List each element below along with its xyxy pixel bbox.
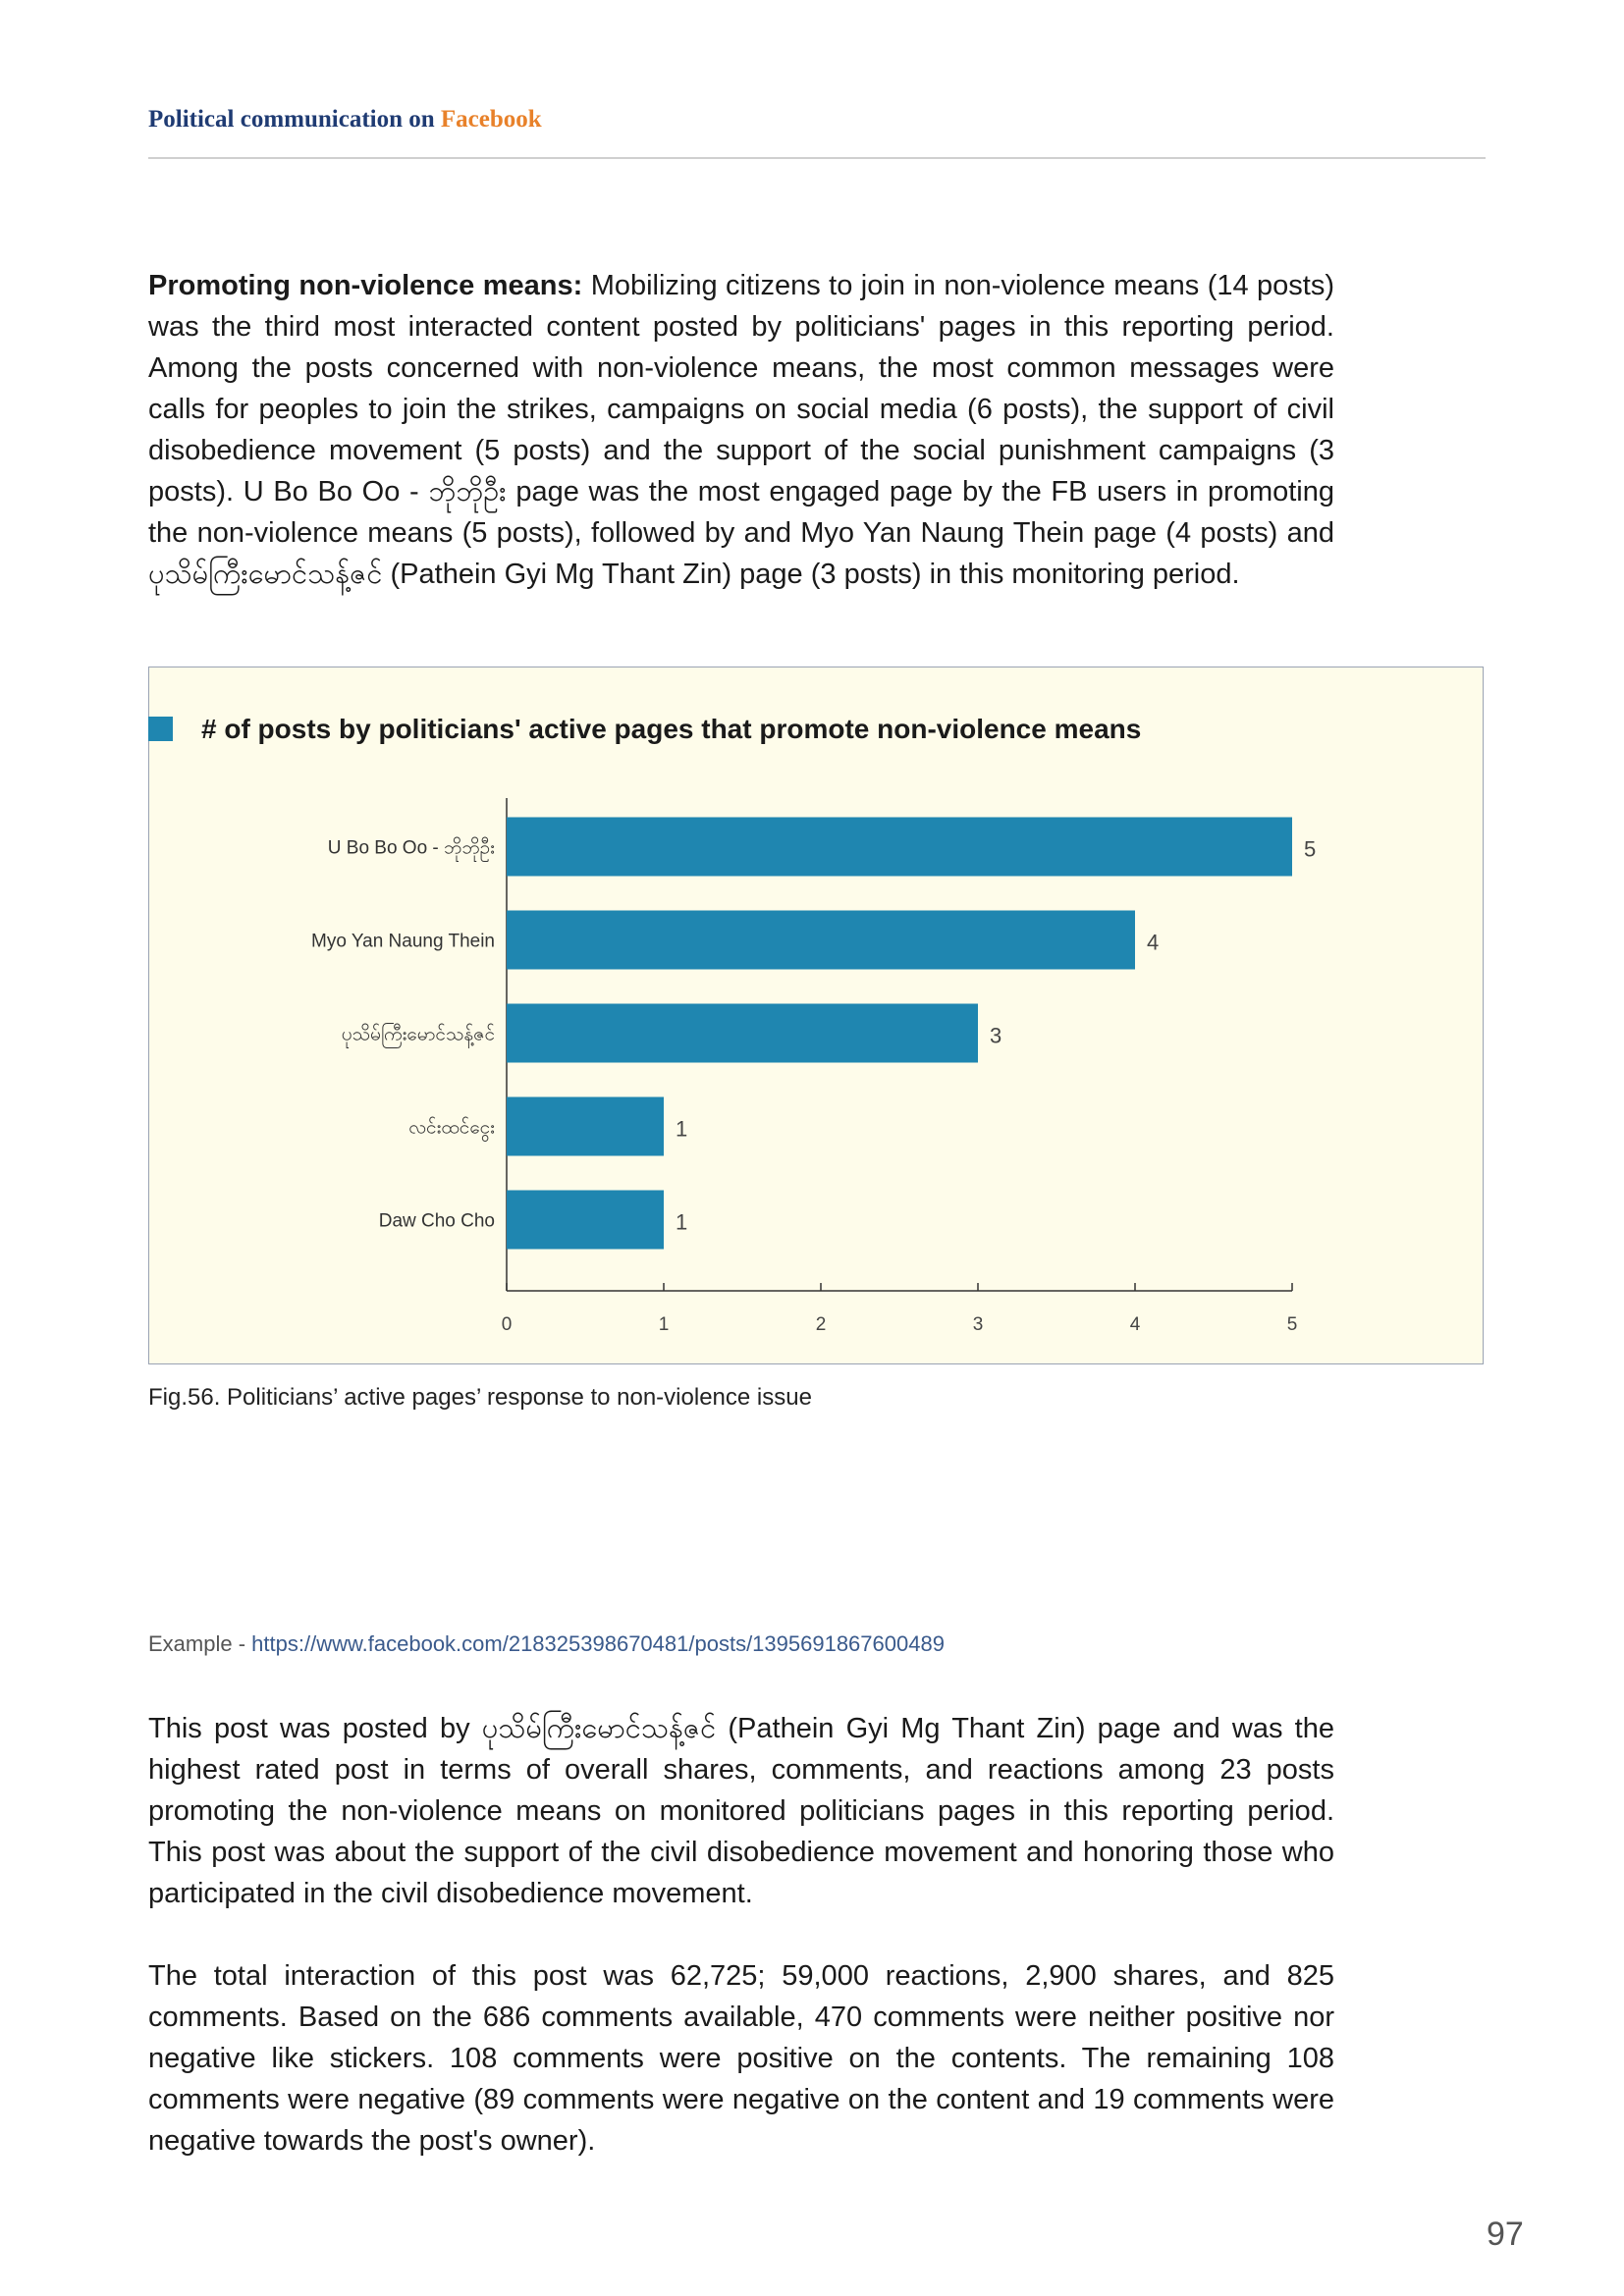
chart-title: # of posts by politicians' active pages that promote non-violence means	[201, 714, 1142, 744]
example-link[interactable]: https://www.facebook.com/218325398670481/posts/1395691867600489	[251, 1631, 945, 1656]
bar	[507, 911, 1135, 970]
x-tick-label: 0	[501, 1314, 513, 1335]
figure-caption: Fig.56. Politicians’ active pages’ response to non-violence issue	[148, 1384, 812, 1411]
bar	[507, 1004, 978, 1063]
header-title: Political communication on	[148, 106, 435, 133]
page-number: 97	[1487, 2216, 1524, 2253]
category-label: ပုသိမ်ကြီးမောင်သန့်ဇင်	[341, 1024, 495, 1045]
x-tick-label: 5	[1286, 1314, 1298, 1335]
body-paragraph-2: The total interaction of this post was 62,725; 59,000 reactions, 2,900 shares, and 825 comments. Based on the 686 comments available, 470 comments were neither positive nor negative like stickers. 108 comments were positive on the contents. The remaining 108 comments were negative (89 comments were negative on the content and 19 comments were negative towards the post's owner).	[148, 1960, 1334, 2157]
x-tick-label: 4	[1129, 1314, 1141, 1335]
x-tick-label: 1	[658, 1314, 670, 1335]
category-label: U Bo Bo Oo - ဘိုဘိုဦး	[327, 837, 495, 859]
intro-text: Mobilizing citizens to join in non-violence means (14 posts) was the third most interacted content posted by politicians' pages in this reporting period. Among the posts concerned with non-violence means, the most common messages were calls for peoples to join the strikes, campaigns on social media (6 posts), the support of civil disobedience movement (5 posts) and the support of the social punishment campaigns (3 posts). U Bo Bo Oo - ဘိုဘိုဦး page was the most engaged page by the FB users in promoting the non-violence means (5 posts), followed by and Myo Yan Naung Thein page (4 posts) and ပုသိမ်ကြီးမောင်သန့်ဇင် (Pathein Gyi Mg Thant Zin) page (3 posts) in this monitoring period.	[148, 270, 1335, 590]
x-tick-label: 3	[972, 1314, 984, 1335]
intro-lead: Promoting non-violence means:	[148, 270, 583, 301]
category-label: Daw Cho Cho	[378, 1210, 495, 1232]
category-label: လင်းထင်ငွေး	[408, 1117, 495, 1139]
bar	[507, 1191, 664, 1250]
example-line	[148, 1631, 945, 1657]
header-title-accent: Facebook	[440, 106, 542, 133]
data-label: 1	[676, 1116, 688, 1142]
bar	[507, 1097, 664, 1156]
x-tick-label: 2	[815, 1314, 827, 1335]
category-label: Myo Yan Naung Thein	[311, 931, 495, 952]
data-label: 5	[1304, 836, 1317, 862]
data-label: 1	[676, 1209, 688, 1235]
data-label: 4	[1147, 930, 1160, 955]
data-label: 3	[990, 1023, 1002, 1048]
bar	[507, 818, 1292, 877]
example-label: Example -	[148, 1631, 246, 1656]
body-paragraph-1: This post was posted by ပုသိမ်ကြီးမောင်သန့်ဇင် (Pathein Gyi Mg Thant Zin) page and was the highest rated post in terms of overall shares, comments, and reactions among 23 posts promoting the non-violence means on monitored politicians pages in this reporting period. This post was about the support of the civil disobedience movement and honoring those who participated in the civil disobedience movement.	[148, 1713, 1334, 1909]
